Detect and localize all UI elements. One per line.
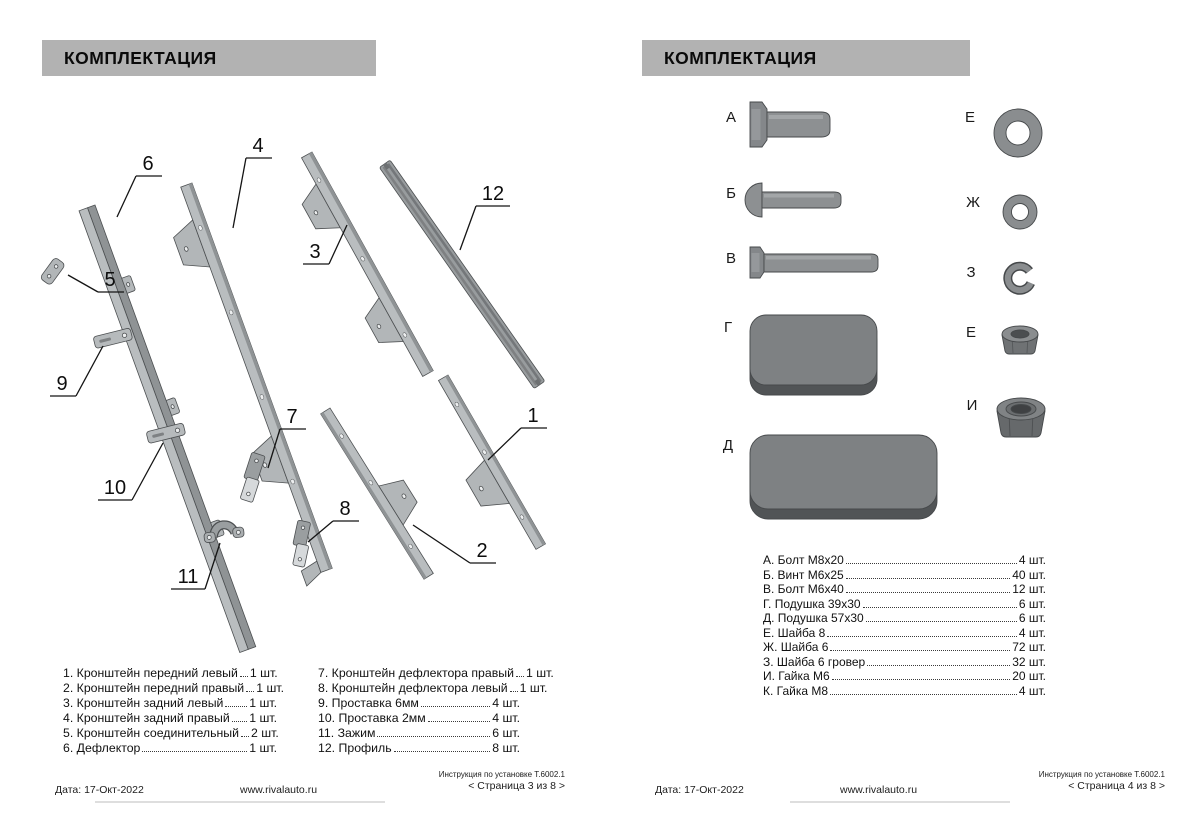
part-name: 5. Кронштейн соединительный xyxy=(63,726,239,740)
hw-label-b: Б xyxy=(726,185,736,202)
list-item xyxy=(318,741,520,756)
flat-washer-8-icon xyxy=(994,109,1042,157)
hw-label-zh: Ж xyxy=(966,194,980,211)
part-name: 7. Кронштейн дефлектора правый xyxy=(318,666,514,680)
callout-10 xyxy=(98,443,163,500)
part-name: И. Гайка М6 xyxy=(763,669,830,683)
footer-page-indicator: < Страница 4 из 8 > xyxy=(1068,780,1165,792)
part-qty: 6 шт. xyxy=(1018,596,1046,611)
page4-title: КОМПЛЕКТАЦИЯ xyxy=(664,47,817,68)
part-name: 12. Профиль xyxy=(318,741,392,755)
footer-doc-block xyxy=(439,770,565,793)
round-head-screw-m6x25-icon xyxy=(745,183,841,217)
list-item xyxy=(763,626,1046,641)
dot-leader xyxy=(830,694,1017,695)
bracket-front-right-part xyxy=(321,395,454,579)
callout-label: 6 xyxy=(142,153,154,175)
callout-label: 12 xyxy=(481,183,505,205)
callout-label: 7 xyxy=(286,406,298,428)
dot-leader xyxy=(846,592,1010,593)
part-qty: 4 шт. xyxy=(1018,625,1046,640)
exploded-parts-diagram xyxy=(40,90,580,660)
footer-rule xyxy=(95,801,385,803)
dot-leader xyxy=(246,691,254,692)
callout-4 xyxy=(233,135,272,228)
part-name: Ж. Шайба 6 xyxy=(763,640,829,654)
dot-leader xyxy=(867,665,1010,666)
hw-label-e: Е xyxy=(964,109,976,126)
part-qty: 4 шт. xyxy=(492,696,520,710)
part-name: А. Болт М8х20 xyxy=(763,553,844,567)
hw-label-a: А xyxy=(725,109,737,126)
part-qty: 1 шт. xyxy=(249,666,278,680)
list-item xyxy=(318,696,520,711)
part-name: К. Гайка М8 xyxy=(763,683,829,698)
footer-rule xyxy=(790,801,1010,803)
footer-date: Дата: 17-Окт-2022 xyxy=(655,784,744,796)
footer-doc-ref: Инструкция по установке Т.6002.1 xyxy=(1038,770,1165,779)
list-item xyxy=(63,726,277,741)
callout-8 xyxy=(308,498,359,542)
callout-label: 11 xyxy=(177,566,199,588)
hex-bolt-m6x40-icon xyxy=(750,247,878,278)
parts-list-col2 xyxy=(318,666,554,756)
dot-leader xyxy=(232,721,247,722)
list-item xyxy=(63,741,277,756)
part-qty: 6 шт. xyxy=(1018,611,1046,625)
dot-leader xyxy=(510,691,518,692)
dot-leader xyxy=(516,676,524,677)
list-item xyxy=(63,696,277,711)
dot-leader xyxy=(827,636,1017,637)
dot-leader xyxy=(846,563,1017,564)
dot-leader xyxy=(394,751,491,752)
part-name: 10. Проставка 2мм xyxy=(318,711,426,725)
callout-3 xyxy=(303,225,347,264)
part-name: 2. Кронштейн передний правый xyxy=(63,681,245,695)
part-qty: 1 шт. xyxy=(249,696,277,710)
footer-doc-block xyxy=(1039,770,1165,793)
list-item xyxy=(763,669,1046,684)
dot-leader xyxy=(377,736,490,737)
spacer-6mm-part xyxy=(93,328,133,349)
page4-header-bar xyxy=(642,40,970,76)
part-qty: 20 шт. xyxy=(1012,669,1046,683)
part-name: Д. Подушка 57х30 xyxy=(763,611,864,625)
page3-title: КОМПЛЕКТАЦИЯ xyxy=(64,47,217,68)
part-name: В. Болт М6х40 xyxy=(763,582,844,596)
list-item xyxy=(318,666,554,681)
callout-2 xyxy=(413,525,496,563)
callout-label: 3 xyxy=(309,241,321,263)
dot-leader xyxy=(142,751,247,752)
part-qty: 4 шт. xyxy=(492,711,520,725)
footer-doc-ref: Инструкция по установке Т.6002.1 xyxy=(438,770,565,779)
callout-label: 5 xyxy=(104,269,116,291)
list-item xyxy=(63,666,277,681)
part-qty: 1 шт. xyxy=(249,711,277,725)
hex-bolt-m8x20-icon xyxy=(750,102,830,147)
lock-washer-icon xyxy=(1008,266,1031,290)
dot-leader xyxy=(832,679,1011,680)
bracket-rear-left-part xyxy=(282,152,433,387)
part-name: Е. Шайба 8 xyxy=(763,625,826,640)
footer-website: www.rivalauto.ru xyxy=(240,784,318,796)
list-item xyxy=(763,611,1046,626)
hw-label-i: И xyxy=(966,397,978,414)
bracket-front-left-part xyxy=(416,375,546,562)
profile-part xyxy=(379,160,545,389)
callout-label: 2 xyxy=(476,540,488,562)
list-item xyxy=(318,726,520,741)
callout-label: 10 xyxy=(103,477,127,499)
dot-leader xyxy=(846,578,1010,579)
part-qty: 1 шт. xyxy=(256,681,284,695)
part-name: Б. Винт М6х25 xyxy=(763,567,844,582)
part-qty: 8 шт. xyxy=(492,741,520,755)
rubber-pad-57x30-icon xyxy=(750,435,937,519)
list-item xyxy=(763,655,1046,670)
list-item xyxy=(763,553,1046,568)
part-qty: 1 шт. xyxy=(249,741,277,755)
part-qty: 6 шт. xyxy=(492,726,520,740)
hw-label-v: В xyxy=(725,250,737,267)
dot-leader xyxy=(830,650,1010,651)
part-qty: 1 шт. xyxy=(525,666,554,680)
part-name: З. Шайба 6 гровер xyxy=(763,654,866,669)
list-item xyxy=(763,684,1046,699)
rubber-pad-39x30-icon xyxy=(750,315,877,395)
callout-label: 4 xyxy=(252,135,264,157)
part-qty: 32 шт. xyxy=(1012,654,1046,669)
lock-washer-label-z: З xyxy=(966,264,976,281)
part-qty: 72 шт. xyxy=(1012,640,1046,654)
callout-label: 8 xyxy=(339,498,351,520)
part-qty: 4 шт. xyxy=(1018,553,1046,567)
hw-label-g: Г xyxy=(723,319,733,336)
part-qty: 1 шт. xyxy=(519,681,548,695)
part-qty: 12 шт. xyxy=(1012,582,1046,596)
parts-list-col1 xyxy=(63,666,284,756)
page3-header-bar xyxy=(42,40,376,76)
footer-date: Дата: 17-Окт-2022 xyxy=(55,784,144,796)
list-item xyxy=(763,597,1046,612)
hw-label-d: Д xyxy=(722,437,734,454)
list-item xyxy=(63,681,284,696)
list-item xyxy=(63,711,277,726)
dot-leader xyxy=(241,736,249,737)
callout-9 xyxy=(50,346,103,396)
part-name: 3. Кронштейн задний левый xyxy=(63,696,224,710)
part-qty: 2 шт. xyxy=(250,726,279,740)
dot-leader xyxy=(863,607,1017,608)
part-qty: 4 шт. xyxy=(1018,683,1046,698)
part-qty: 40 шт. xyxy=(1012,567,1046,582)
hex-nut-large-icon xyxy=(997,398,1045,437)
dot-leader xyxy=(428,721,490,722)
hex-nut-small-icon xyxy=(1002,326,1038,354)
hw-label-e2: Е xyxy=(965,324,977,341)
dot-leader xyxy=(240,676,248,677)
list-item xyxy=(763,640,1046,655)
list-item xyxy=(763,582,1046,597)
list-item xyxy=(763,568,1046,583)
flat-washer-6-icon xyxy=(1003,195,1037,229)
part-name: 4. Кронштейн задний правый xyxy=(63,711,230,725)
callout-label: 9 xyxy=(56,373,68,395)
list-item xyxy=(318,711,520,726)
part-name: 11. Зажим xyxy=(318,726,376,740)
part-name: 1. Кронштейн передний левый xyxy=(63,666,238,680)
part-name: 8. Кронштейн дефлектора левый xyxy=(318,681,508,695)
part-name: Г. Подушка 39х30 xyxy=(763,596,861,611)
hardware-parts-list xyxy=(763,553,1046,698)
hardware-diagram xyxy=(645,85,1165,535)
dot-leader xyxy=(866,621,1017,622)
callout-1 xyxy=(488,405,547,460)
bracket-connecting-part xyxy=(40,257,66,286)
callout-6 xyxy=(117,153,162,217)
part-name: 6. Дефлектор xyxy=(63,741,141,755)
callout-label: 1 xyxy=(527,405,539,427)
callout-12 xyxy=(460,183,510,250)
dot-leader xyxy=(421,706,490,707)
footer-page-indicator: < Страница 3 из 8 > xyxy=(468,780,565,792)
part-name: 9. Проставка 6мм xyxy=(318,696,419,710)
footer-website: www.rivalauto.ru xyxy=(840,784,918,796)
dot-leader xyxy=(225,706,247,707)
list-item xyxy=(318,681,548,696)
bracket-deflector-left-part xyxy=(289,520,314,567)
